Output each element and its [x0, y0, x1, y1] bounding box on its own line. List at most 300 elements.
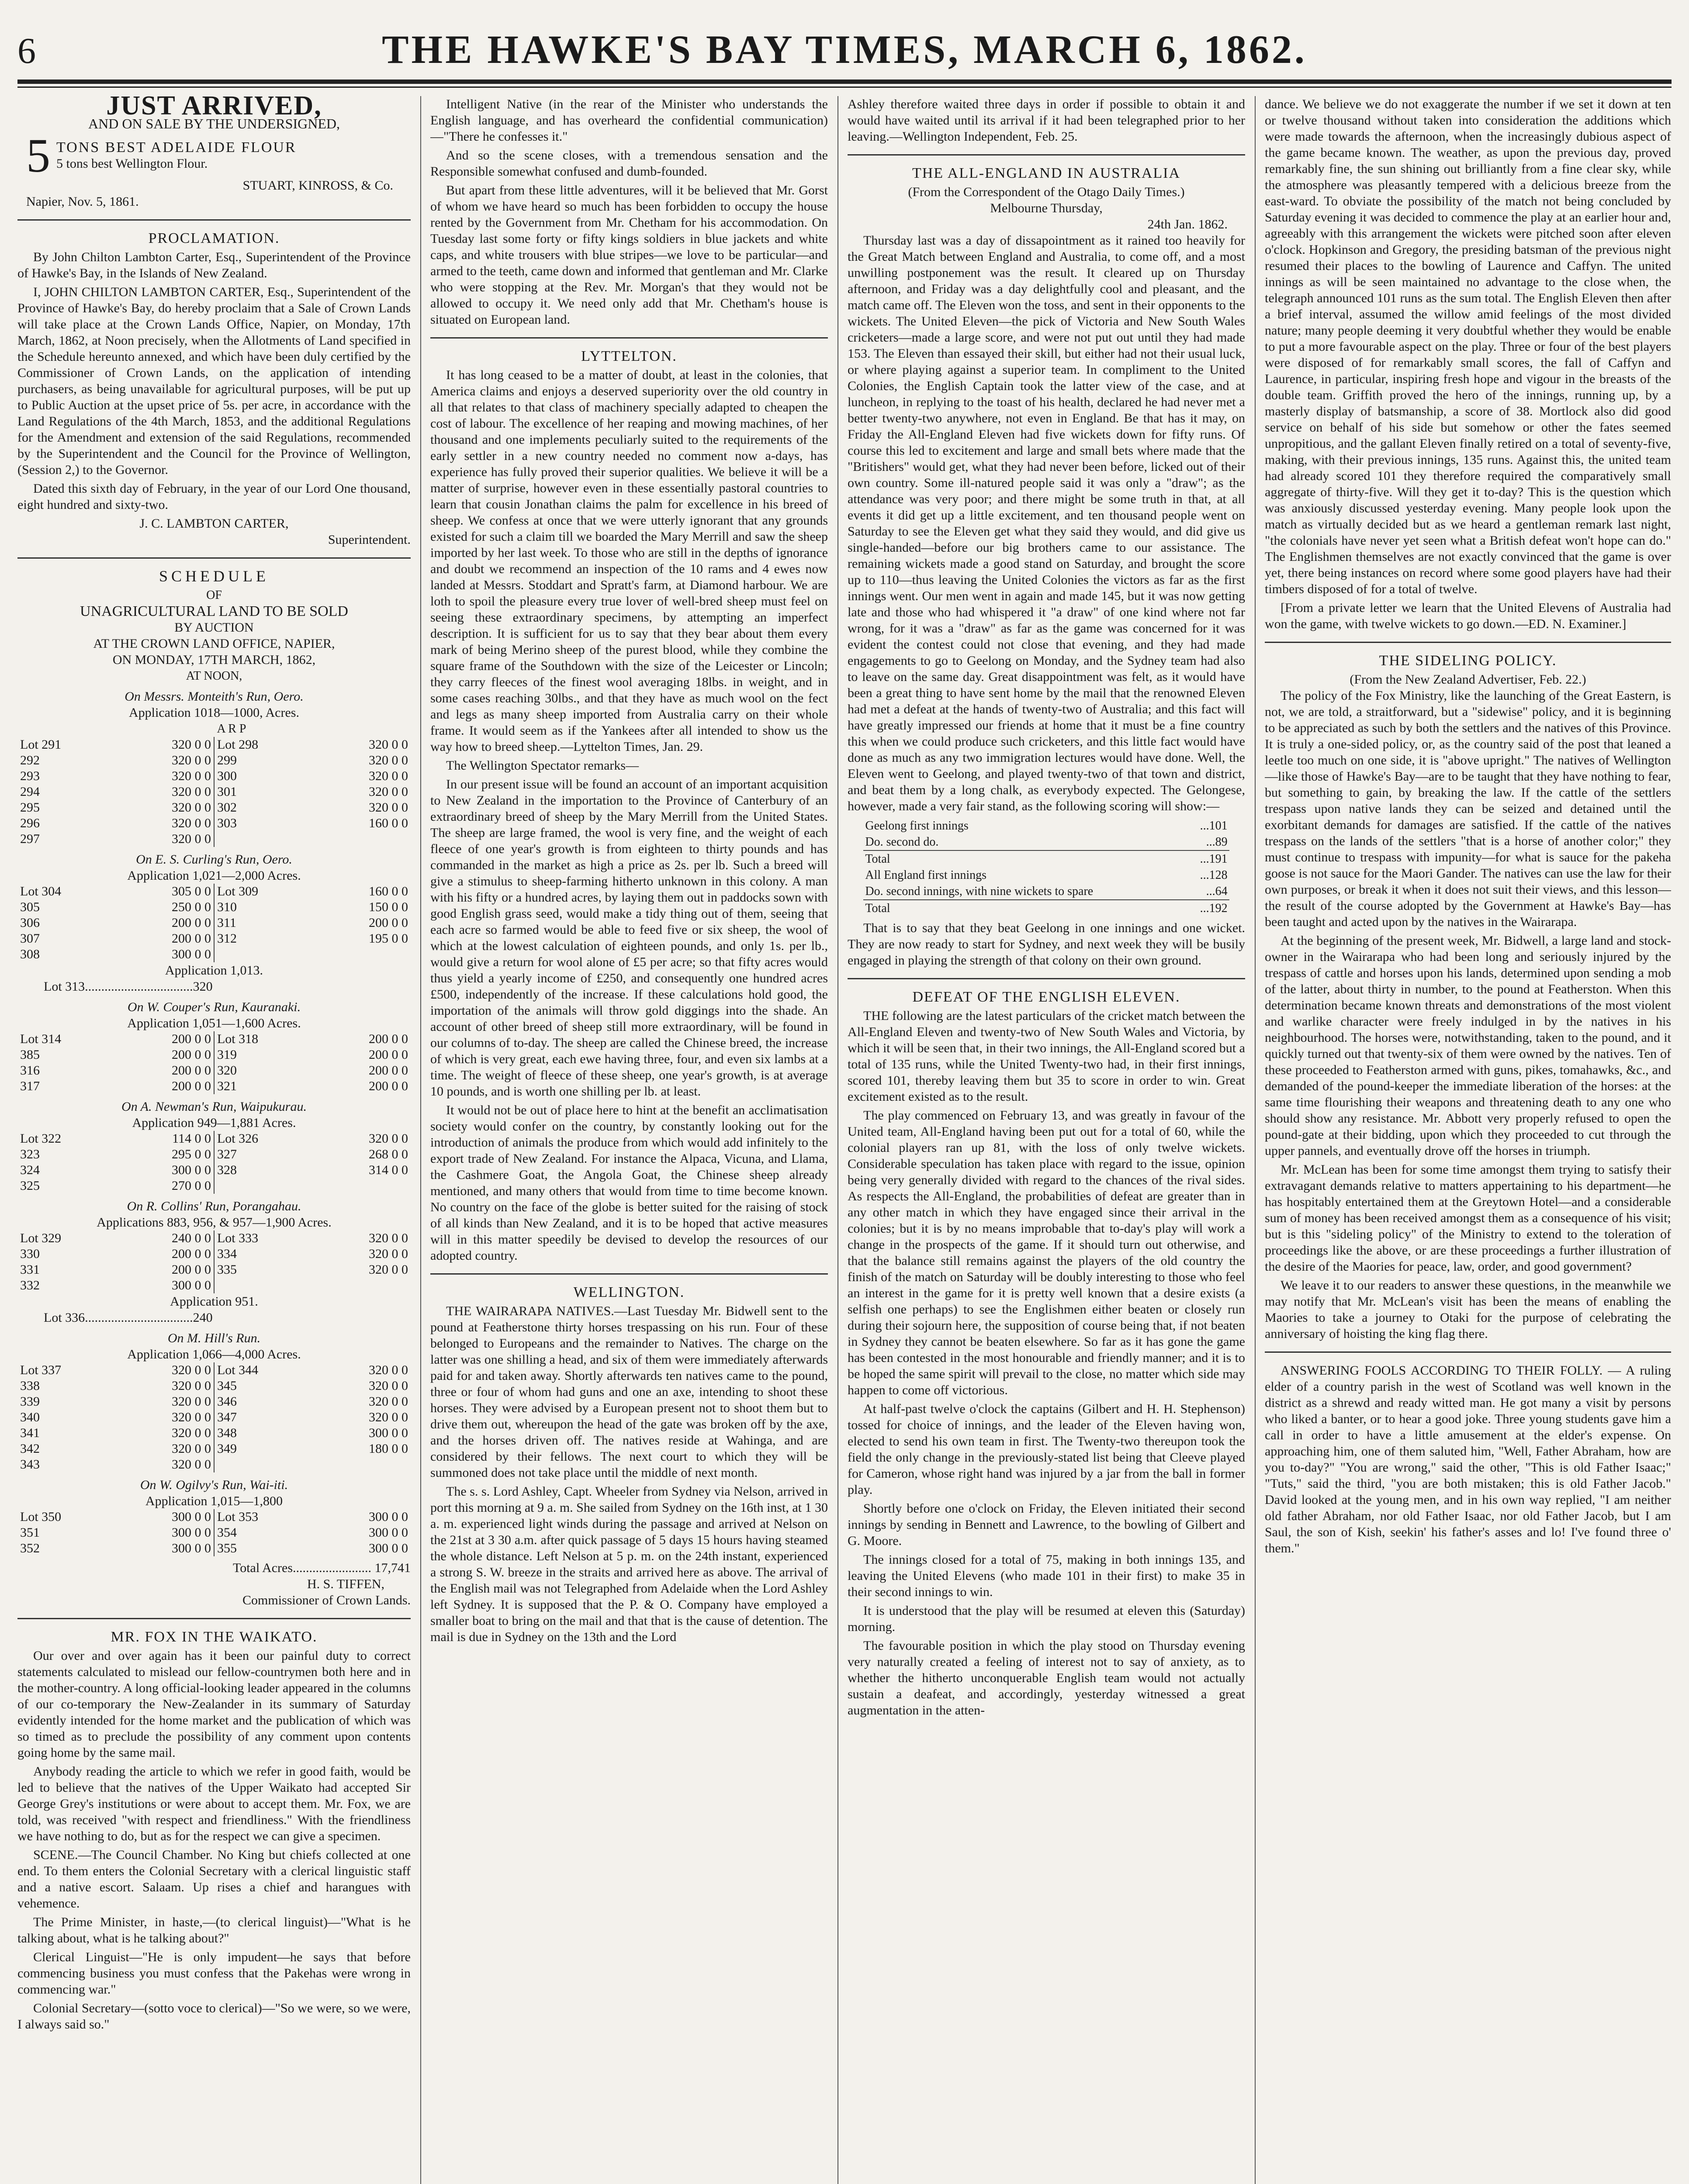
lot-row: [17, 1131, 411, 1147]
lot-acreage: 320 0 0: [171, 832, 211, 846]
lot-number: 354: [214, 1525, 315, 1541]
run-application: Applications 883, 956, & 957—1,900 Acres.: [97, 1215, 332, 1230]
lot-row: [17, 947, 411, 962]
lot-acreage: 200 0 0: [171, 1079, 211, 1093]
lot-acreage: 300 0 0: [171, 1510, 211, 1524]
article-lyttelton: [430, 348, 828, 1264]
schedule-heading: SCHEDULE: [159, 567, 269, 585]
article-answering-fools: [1265, 1362, 1671, 1556]
schedule-of: OF: [206, 588, 222, 602]
lot-number: 316: [20, 1063, 40, 1078]
run-application: Application 1,015—1,800: [145, 1494, 283, 1508]
run-name: On Messrs. Monteith's Run, Oero.: [125, 689, 304, 704]
article-fox-waikato: [17, 1629, 411, 2032]
lot-acreage: 320 0 0: [369, 753, 408, 767]
article-paragraph: The play commenced on February 13, and was greatly in favour of the United team, All-England having been put out for a total of 60, while the colonial players ran up 81, with the loss of only twelve wickets. Considerable speculation has taken place with regard to the issue, opinion being very generally divided with regard to the chances of the rival sides. As respects the All-England, the probabilities of defeat are greater than in any other match in which they have engaged since their arrival in the colonies; but it is by no means improbable that to-day's play will work a change in the prospects of the game. If it should turn out otherwise, and that the balance still remains against the players of the old country the finish of the match on Saturday will be doubly interesting to those who feel an interest in the game for it is pretty well known that a desire exists (a selfish one perhaps) to see the Englishmen either beaten or closely run during their sojourn here, the supposition of course being that, if not beaten in Sydney they cannot be beaten elsewhere. So far as it has gone the game has been contested in the most honourable and friendly manner; and it is to be hoped the same spirit will prevail to the close, no matter which side may happen to come off victorious.: [848, 1108, 1245, 1397]
article-paragraph: Shortly before one o'clock on Friday, the Eleven initiated their second innings by sending in Bennett and Lawrence, to the bowling of Gilbert and G. Moore.: [848, 1501, 1245, 1548]
article-source: (From the New Zealand Advertiser, Feb. 22.): [1350, 672, 1586, 687]
article-paragraph: It would not be out of place here to hint at the benefit an acclimatisation society would confer on the country, by constantly looking out for the introduction of animals the produce from which would add infinitely to the export trade of New Zealand. For instance the Alpaca, Vicuna, and Llama, the Cashmere Goat, the Angola Goat, the Chinese sheep already mentioned, and many others that would from time to time become known. No country on the face of the globe is better suited for the raising of stock of all kinds than New Zealand, and it is to be hoped that active measures will in this matter speedily be devised to develop the resources of our adopted country.: [430, 1103, 828, 1263]
score-value: ...89: [1206, 835, 1228, 849]
lot-row: [17, 1047, 411, 1063]
lot-row: [17, 1162, 411, 1178]
lot-acreage: 200 0 0: [369, 1079, 408, 1093]
lot-row: [17, 1378, 411, 1394]
lot-acreage: 268 0 0: [369, 1147, 408, 1161]
article-place: Melbourne Thursday,: [990, 201, 1103, 215]
lot-row: [17, 1230, 411, 1246]
lot-acreage: 320 0 0: [369, 800, 408, 815]
article-paragraph: In our present issue will be found an account of an important acquisition to New Zealand in the importation to the Province of Canterbury of an extraordinary breed of sheep by the Mary Merrill from the United States. The sheep are large framed, the wool is very fine, and the weight of each fleece of one year's growth is from eighteen to thirty pounds and has commanded in the market as high a price as 2s. per lb. Such a breed will give a stimulus to sheep-farming hitherto unknown in this colony. A man with his fifty or a hundred acres, by laying them out in paddocks sown with good English grass seed, would make a tidy thing out of them, seeing that each acre so farmed would be able to feed five or six sheep, the wool of which at the lowest calculation of eighteen pounds, and only 1s. per lb., would give a return for wool alone of £5 per acre; so that fifty acres would thus yield a yearly income of £250, and consequently one hundred acres £500, independently of the increase. If these calculations hold good, the importation of the animals will throw gold diggings into the shade. An account of other breed of sheep still more extraordinary, will be found in our columns of to-day. The sheep are called the Chinese breed, the increase of which is very great, each ewe having three, four, and even six lambs at a time. The weight of fleece of these sheep, one year's growth, is at average 10 pounds, and is worth one shilling per lb. at least.: [430, 777, 828, 1099]
score-row: [863, 867, 1229, 883]
lot-row: [17, 784, 411, 800]
article-heading: MR. FOX IN THE WAIKATO.: [111, 1629, 318, 1645]
run-application: Application 949—1,881 Acres.: [132, 1116, 296, 1130]
lots-table: [17, 884, 411, 962]
run-application: Application 1018—1000, Acres.: [129, 705, 299, 720]
lot-number: Lot 322: [20, 1131, 62, 1146]
lot-acreage: 320 0 0: [369, 737, 408, 752]
run-footer-lot: Lot 336.................................240: [44, 1310, 213, 1325]
lot-acreage: 320 0 0: [171, 737, 211, 752]
lots-table: [17, 1509, 411, 1556]
proclamation-dated: Dated this sixth day of February, in the year of our Lord One thousand, eight hundred and sixty-two.: [17, 481, 411, 512]
lot-number: Lot 314: [20, 1032, 62, 1046]
lot-number: 292: [20, 753, 40, 767]
lot-number: 328: [214, 1162, 315, 1178]
lot-acreage: [315, 831, 411, 847]
article-paragraph: The favourable position in which the play stood on Thursday evening very naturally created a feeling of interest not to say of anxiety, as to whether the hitherto unconquerable English team would not actually sustain a deafeat, and accordingly, yesterday witnessed a great augmentation in the atten-: [848, 1638, 1245, 1717]
lot-number: 310: [214, 899, 315, 915]
article-paragraph: Thursday last was a day of dissapointment as it rained too heavily for the Great Match between England and Australia, to come off, and a most unwilling postponement was the result. It cleared up on Thursday afternoon, and Friday was a day delightfully cool and pleasant, and the match came off. The Eleven won the toss, and sent in their opponents to the wickets. The United Eleven—the pick of Victoria and New South Wales cricketers—made a large score, and were not put out until they had made 153. The Eleven than essayed their skill, but either had not their usual luck, or where playing against a superior team. In compliment to the United Colonies, the English Captain took the latter view of the case, and at luncheon, in replying to the toast of his health, declared he had never met a better twenty-two anywhere, not even in England. Be that has it may, on Friday the All-England Eleven had five wickets down for fifty runs. Of course this led to excitement and large and small bets where made that the "Britishers" would get, what they had never been before, licked out of their own country. Some ill-natured people said it was only a "draw"; as the attendance was very poor; and there might be some truth in that, at all events it did get up a little excitement, and ten thousand people went on Saturday to see the Eleven get what they said they would, and did give us single-handed—before our big brothers came to our assistance. The remaining wickets made a good stand on Saturday, and brought the score up to 110—thus leaving the United Colonies the victors as far as the first innings went. Our men went in again and made 145, but it was now getting late and those who had whispered it "a draw" of one kind where not far wrong, for it was a "draw" as far as the game was concerned for it was evident the contest could not close that evening, and they had made engagements to go to Geelong on Monday, and the Sydney team had also to leave on the same day. Great disappointment was felt, as it would have been a great thing to have sent home by the mail that the renowned Eleven had met a defeat at the hands of twenty-two of Australia; and this fact will have greatly impressed our friends at home that it must be a fine country this when we could produce such cricketers, and this little fact would have done as much as any two immigration lectures would have done. Well, the Eleven went to Geelong, and played twenty-two of that town and district, and beat them by a long chalk, as everybody expected. The Gelongese, however, made a very fair stand, as the following scoring will show:—: [848, 233, 1245, 813]
lot-acreage: 320 0 0: [171, 753, 211, 767]
lot-number: Lot 304: [20, 884, 62, 898]
proclamation-body: I, JOHN CHILTON LAMBTON CARTER, Esq., Superintendent of the Province of Hawke's Bay, do hereby proclaim that a Sale of Crown Lands will take place at the Crown Lands Office, Napier, on Monday, 17th March, 1862, at Noon precisely, when the Allotments of Land specified in the Schedule hereunto annexed, and which have been duly certified by the Commissioner of Crown Lands, on the application of intending purchasers, as being unavailable for agricultural purposes, will be put up to Public Auction at the upset price of 5s. per acre, in accordance with the Land Regulations of the 4th March, 1853, and the additional Regulations for the Amendment and extension of the said Regulations, recommended by the Superintendent and the Council for the Province of Wellington, (Session 2,) to the Governor.: [17, 285, 411, 477]
lot-number: 330: [20, 1247, 40, 1261]
lot-number: Lot 318: [214, 1031, 315, 1047]
run-name: On A. Newman's Run, Waipukurau.: [121, 1099, 307, 1114]
article-paragraph: We leave it to our readers to answer these questions, in the meanwhile we may notify that Mr. McLean's visit has been the means of enabling the Maories to take a journey to Otaki for the purpose of celebrating the anniversary of hoisting the king flag there.: [1265, 1278, 1671, 1341]
lot-acreage: 300 0 0: [171, 1525, 211, 1540]
lot-number: 308: [20, 947, 40, 961]
lot-number: 349: [214, 1441, 315, 1457]
lot-acreage: 320 0 0: [171, 1363, 211, 1377]
lot-acreage: 300 0 0: [369, 1426, 408, 1440]
article-paragraph: The innings closed for a total of 75, making in both innings 135, and leaving the United Elevens (who made 101 in their first) to make 35 in their second innings to win.: [848, 1552, 1245, 1599]
lot-acreage: 200 0 0: [171, 1262, 211, 1277]
lot-acreage: 180 0 0: [369, 1441, 408, 1456]
lot-acreage: 200 0 0: [171, 1047, 211, 1062]
lot-acreage: 250 0 0: [171, 900, 211, 914]
lot-row: [17, 899, 411, 915]
lot-acreage: 200 0 0: [171, 1247, 211, 1261]
schedule-signer: H. S. TIFFEN,: [307, 1577, 384, 1591]
lot-acreage: 320 0 0: [171, 816, 211, 830]
run-application: Application 1,066—4,000 Acres.: [127, 1347, 301, 1362]
lot-number: 346: [214, 1394, 315, 1410]
lot-number: Lot 344: [214, 1362, 315, 1378]
lot-acreage: 200 0 0: [171, 916, 211, 930]
lot-number: [214, 1178, 315, 1194]
run-footer: Application 1,013.: [165, 963, 263, 978]
lot-acreage: 300 0 0: [171, 947, 211, 961]
lot-number: 319: [214, 1047, 315, 1063]
article-paragraph: That is to say that they beat Geelong in one innings and one wicket. They are now ready to start for Sydney, and next week they will be busily engaged in playing the strength of that colony on their own ground.: [848, 921, 1245, 968]
lot-acreage: 320 0 0: [171, 1441, 211, 1456]
lot-number: 317: [20, 1079, 40, 1093]
lot-number: 348: [214, 1425, 315, 1441]
score-value: ...192: [1187, 900, 1229, 916]
article-heading: THE ALL-ENGLAND IN AUSTRALIA: [912, 165, 1181, 181]
schedule-total: Total Acres........................ 17,741: [232, 1561, 411, 1575]
article-paragraph: THE WAIRARAPA NATIVES.—Last Tuesday Mr. Bidwell sent to the pound at Featherstone thirty horses trespassing on his run. Four of these belonged to Europeans and the remainder to Natives. The charge on the latter was one shilling a head, and six of them were immediately afterwards paid for and taken away. Shortly afterwards ten natives came to the pound, three or four of whom had guns and one an axe, intending to shoot these horses. They were advised by a European present not to shoot them but to drive them out, whereupon the head of the gate was broken off by the axe, and the horses driven off. The natives reside at Wahinga, and are considered by their fellows. The next court to which they will be summoned does not take place until the middle of next month.: [430, 1304, 828, 1480]
run-name: On W. Ogilvy's Run, Wai-iti.: [140, 1478, 288, 1492]
lot-number: 303: [214, 816, 315, 831]
lot-number: 306: [20, 916, 40, 930]
proclamation: [17, 230, 411, 548]
schedule-runs: [17, 688, 411, 1556]
lot-acreage: [315, 1278, 411, 1293]
lot-number: 340: [20, 1410, 40, 1424]
lot-row: [17, 737, 411, 753]
lot-row: [17, 816, 411, 831]
lot-row: [17, 1063, 411, 1078]
article-paragraph: Clerical Linguist—"He is only impudent—he says that before commencing business you must confess that the Pakehas were wrong in commencing war.": [17, 1950, 411, 1997]
article-paragraph: The Prime Minister, in haste,—(to clerical linguist)—"What is he talking about, what is he talking about?": [17, 1915, 411, 1946]
lot-acreage: 305 0 0: [171, 884, 211, 898]
lot-row: [17, 1410, 411, 1425]
lot-acreage: 160 0 0: [369, 816, 408, 830]
ad-date: Napier, Nov. 5, 1861.: [26, 194, 139, 209]
lot-acreage: 200 0 0: [171, 1032, 211, 1046]
lot-acreage: 114 0 0: [172, 1131, 211, 1146]
lot-acreage: 320 0 0: [369, 784, 408, 799]
lots-table: [17, 1031, 411, 1094]
article-paragraph: — A ruling elder of a country parish in the west of Scotland was well known in the district as a shrewd and ready witted man. He got many a visit by persons who liked a banter, or to hear a good joke. Three young students gave him a call in order to have a little amusement at the elder's expense. On approaching him, one of them saluted him, "Well, Father Abraham, how are you to-day?" "You are wrong," said the other, "This is old Father Isaac;" "Tuts," said the third, "you are both mistaken; this is old Father Jacob." David looked at the young men, and in his own way replied, "I am neither old father Abraham, nor old Father Isaac, nor old Father Jacob, but I am Saul, the son of Kish, seekin' his father's asses and lo! I've found three o' them.": [1265, 1363, 1671, 1555]
separator: [848, 154, 1245, 156]
lot-number: 334: [214, 1246, 315, 1262]
lot-row: [17, 753, 411, 768]
ad-line-2: TONS BEST ADELAIDE FLOUR: [56, 139, 297, 156]
article-heading: ANSWERING FOOLS ACCORDING TO THEIR FOLLY.: [1281, 1363, 1603, 1378]
lot-acreage: 200 0 0: [369, 1063, 408, 1078]
lot-row: [17, 915, 411, 931]
separator: [17, 219, 411, 221]
score-label: All England first innings: [865, 868, 987, 882]
lot-number: 341: [20, 1426, 40, 1440]
lot-acreage: 320 0 0: [369, 1410, 408, 1424]
lot-acreage: 270 0 0: [171, 1178, 211, 1193]
article-paragraph: And so the scene closes, with a tremendous sensation and the Responsible somewhat confused and dumb-founded.: [430, 148, 828, 179]
lot-number: 342: [20, 1441, 40, 1456]
lot-number: Lot 298: [214, 737, 315, 753]
lot-number: [214, 947, 315, 962]
article-paragraph: Our over and over again has it been our painful duty to correct statements calculated to mislead our fellow-countrymen both here and in the mother-country. A long official-looking leader appeared in the columns of our co-temporary the New-Zealander in its summary of Saturday evidently intended for the home market and the publication of which was so timed as to preclude the possibility of any comment upon contents going home by the same mail.: [17, 1648, 411, 1760]
run-name: On M. Hill's Run.: [167, 1331, 261, 1345]
cricket-score-table: [863, 818, 1229, 916]
article-paragraph: It is understood that the play will be resumed at eleven this (Saturday) morning.: [848, 1603, 1245, 1634]
lot-number: Lot 337: [20, 1363, 62, 1377]
article-paragraph: dance. We believe we do not exaggerate the number if we set it down at ten or twelve thousand without taken into consideration the additions which were made towards the afternoon, when the increasingly dubious aspect of the game became known. The weather, as upon the previous day, proved remarkably fine, the sun shining out brilliantly from a fine clear sky, while the atmosphere was pleasantly tempered with a delicious breeze from the east-ward. To obviate the possibility of the match not being concluded by Saturday evening it was decided to commence the play at an earlier hour and, agreeably with this arrangement the wickets were pitched soon after eleven o'clock. Hopkinson and Gregory, the presiding batsman of the previous night resumed their places to the bowling of Laurence and Caffyn. The united innings as will be seen maintained no advantage to the close when, the telegraph announced 101 runs as the sum total. The English Eleven then after a brief interval, assumed the willow amid feelings of the most divided nature; many people deeming it very doubtful whether they would be enable to put a more favourable aspect on the play. Three or four of the best players were disposed of for remarkably small scores, the fall of Caffyn and Laurence, in particular, inspiring fresh hope and vigour in the breasts of the double team. Griffith proved the hero of the innings, running up, by a masterly display of batsmanship, a score of 38. Mortlock also did good service on behalf of his side but somehow or other the fates seemed unpropitious, and the gallant Eleven finally retired on a total of seventy-five, making, with their previous innings, 135 runs. Against this, the united team had already scored 101 they therefore required the comparatively small aggregate of thirty-five. Will they get it to-day? This is the question which was anxiously discussed yesterday evening. Many people look upon the match as virtually decided but as we heard a gentleman remark last night, "the colonials have never yet seen what a British defeat won't hope can do." The Englishmen themselves are not exactly convinced that the game is over yet, there being instances on record where some good players have had their timbers disposed of for a total of twelve.: [1265, 97, 1671, 596]
lot-acreage: 320 0 0: [369, 1131, 408, 1146]
lot-acreage: 200 0 0: [171, 1063, 211, 1078]
lots-table: [17, 1362, 411, 1472]
lot-number: 343: [20, 1457, 40, 1472]
column-divider: [1255, 96, 1256, 2184]
schedule-signer-title: Commissioner of Crown Lands.: [242, 1593, 411, 1607]
article-paragraph: Colonial Secretary—(sotto voce to clerical)—"So we were, so we were, I always said so.": [17, 2001, 411, 2032]
lot-number: [214, 1457, 315, 1472]
article-paragraph: But apart from these little adventures, will it be believed that Mr. Gorst of whom we have heard so much has been forbidden to occupy the house rented by the Government from Mr. Chetham for his accommodation. On Tuesday last some forty or fifty kings soldiers in blue jackets and white caps, and white trousers with blue stripes—we love to be particular—and armed to the teeth, came down and informed that gentleman and Mr. Clarke who were stopping at the Rev. Mr. Morgan's that they would not be allowed to occupy it. We need only add that Mr. Chetham's house is situated on European land.: [430, 183, 828, 327]
masthead-rule-thin: [17, 86, 1672, 88]
column-2: [430, 96, 828, 2184]
article-paragraph: It has long ceased to be a matter of doubt, at least in the colonies, that America claims and enjoys a deserved superiority over the old country in all that relates to that class of machinery specially adapted to cheapen the cost of labour. The excellence of her reaping and mowing machines, of her thousand and one implements peculiarly suited to the requirements of the early settler in a new country needed no comment now a-days, has experience has fully proved their superior qualities. We believe it will be a matter of surprise, however even in these essentially pastoral countries to learn that cousin Jonathan claims the palm for excellence in his breed of sheep. We confess at once that we were utterly ignorant that any grounds existed for such a claim till we boarded the Mary Merrill and saw the sheep imported by her last week. To those who are still in the depths of ignorance and doubt we recommend an inspection of the 10 rams and 4 ewes now landed at Messrs. Stoddart and Spratt's farm, at Diamond harbour. We are loth to spoil the pleasure every true lover of well-bred sheep must feel on seeing these extraordinary specimens, by attempting an imperfect description. It is sufficient for us to say that they bear about them every mark of being Merino sheep of the purest blood, while they combine the square frame of the Southdown with the size of the Leicester or Lincoln; they carry fleeces of the finest wool averaging 18lbs. in weight, and in some cases reaching 30lbs., and that they have as much wool on the fect and legs as many sheep imported from Australia carry on their whole frame. It would seem as if the Yankees after all intended to show us the way how to breed sheep.—Lyttelton Times, Jan. 29.: [430, 368, 828, 754]
separator: [430, 337, 828, 339]
lot-row: [17, 884, 411, 899]
ad-big-numeral: 5: [26, 129, 50, 182]
lot-row: [17, 1031, 411, 1047]
run-footer-lot: Lot 313.................................320: [44, 979, 213, 994]
page-number: 6: [17, 31, 36, 71]
lot-number: 335: [214, 1262, 315, 1278]
separator: [430, 1273, 828, 1275]
column-1: [17, 96, 411, 2184]
article-paragraph: SCENE.—The Council Chamber. No King but chiefs collected at one end. To them enters the Colonial Secretary with a clerical linguistic staff and a native escort. Salaam. Up rises a chief and harangues with vehemence.: [17, 1848, 411, 1911]
article-paragraph: Mr. McLean has been for some time amongst them trying to satisfy their extravagant demands relative to matters appertaining to his department—he has hospitably entertained them at the Greytown Hotel—and a considerable sum of money has been received amongst them as a consequence of his visit; but is this "sideling policy" of the Ministry to extend to the toleration of proceedings like the above, or are these proceedings a further illustration of the desire of the Maories for peace, law, order, and good government?: [1265, 1162, 1671, 1274]
lot-acreage: [315, 947, 411, 962]
lot-row: [17, 1425, 411, 1441]
lot-number: 307: [20, 931, 40, 946]
newspaper-title: THE HAWKE'S BAY TIMES, MARCH 6, 1862.: [382, 27, 1307, 72]
article-paragraph: Intelligent Native (in the rear of the Minister who understands the English language, and has overheard the confidential communication)—"There he confesses it.": [430, 97, 828, 144]
lot-number: [214, 1278, 315, 1293]
score-label: Do. second innings, with nine wickets to spare: [865, 885, 1094, 898]
lot-acreage: [315, 1457, 411, 1472]
editor-note: [From a private letter we learn that the United Elevens of Australia had won the game, with twelve wickets to go down.—ED. N. Examiner.]: [1265, 601, 1671, 631]
lot-number: 339: [20, 1394, 40, 1409]
lots-table: [17, 737, 411, 847]
lot-number: Lot 329: [20, 1231, 62, 1245]
lot-number: Lot 326: [214, 1131, 315, 1147]
lot-number: 299: [214, 753, 315, 768]
lot-number: Lot 309: [214, 884, 315, 899]
lot-acreage: 314 0 0: [369, 1163, 408, 1177]
lot-number: 352: [20, 1541, 40, 1555]
proclamation-signer: J. C. LAMBTON CARTER,: [139, 516, 289, 531]
schedule-time: AT NOON,: [186, 669, 242, 683]
lot-number: Lot 291: [20, 737, 62, 752]
lot-acreage: 195 0 0: [369, 931, 408, 946]
lot-row: [17, 931, 411, 947]
ad-line-1: AND ON SALE BY THE UNDERSIGNED,: [88, 116, 340, 131]
lot-number: Lot 353: [214, 1509, 315, 1525]
lot-number: 351: [20, 1525, 40, 1540]
article-heading: THE SIDELING POLICY.: [1379, 653, 1557, 669]
lot-number: 300: [214, 768, 315, 784]
lot-number: 327: [214, 1147, 315, 1162]
score-row: [863, 883, 1229, 900]
proclamation-intro: By John Chilton Lambton Carter, Esq., Superintendent of the Province of Hawke's Bay, in the Islands of New Zealand.: [17, 250, 411, 280]
lot-acreage: 320 0 0: [171, 800, 211, 815]
lot-row: [17, 1246, 411, 1262]
article-all-england: [848, 165, 1245, 968]
lot-acreage: 320 0 0: [369, 1379, 408, 1393]
lot-number: 297: [20, 832, 40, 846]
lot-acreage: 300 0 0: [171, 1278, 211, 1292]
lot-row: [17, 1147, 411, 1162]
lot-acreage: 200 0 0: [369, 1047, 408, 1062]
score-value: ...64: [1206, 885, 1228, 898]
lot-row: [17, 1362, 411, 1378]
score-row: [863, 900, 1229, 916]
lot-acreage: 320 0 0: [369, 1231, 408, 1245]
run-application: Application 1,021—2,000 Acres.: [127, 868, 301, 883]
lot-row: [17, 1441, 411, 1457]
lot-acreage: 320 0 0: [171, 1379, 211, 1393]
lot-number: [214, 831, 315, 847]
separator: [848, 978, 1245, 979]
lot-number: 338: [20, 1379, 40, 1393]
ad-heading: JUST ARRIVED,: [106, 96, 322, 121]
masthead: [17, 26, 1672, 79]
proclamation-signer-title: Superintendent.: [328, 532, 411, 547]
flour-advertisement: [17, 98, 411, 210]
lot-number: 345: [214, 1378, 315, 1394]
schedule-title: UNAGRICULTURAL LAND TO BE SOLD: [80, 603, 348, 619]
lot-acreage: 320 0 0: [369, 1363, 408, 1377]
lot-acreage: 320 0 0: [369, 1394, 408, 1409]
lot-row: [17, 1509, 411, 1525]
score-value: ...101: [1200, 819, 1228, 833]
lot-acreage: 300 0 0: [171, 1163, 211, 1177]
acres-roods-perches-header: A R P: [217, 722, 246, 736]
run-footer: Application 951.: [170, 1294, 258, 1309]
separator: [17, 557, 411, 559]
article-source: (From the Correspondent of the Otago Daily Times.): [908, 185, 1185, 199]
score-value: ...128: [1200, 868, 1228, 882]
article-heading: LYTTELTON.: [581, 348, 677, 364]
lot-row: [17, 800, 411, 816]
separator: [17, 1618, 411, 1619]
lot-number: 296: [20, 816, 40, 830]
article-defeat-english-eleven: [848, 989, 1245, 1718]
score-label: Geelong first innings: [865, 819, 969, 833]
article-heading: DEFEAT OF THE ENGLISH ELEVEN.: [912, 989, 1180, 1005]
score-row: [863, 834, 1229, 850]
article-paragraph: The policy of the Fox Ministry, like the launching of the Great Eastern, is not, we are told, a straitforward, but a "sidewise" policy, and it is beginning to be appreciated as such by both the settlers and the natives of this Province. It is truly a one-sided policy, or, as the country said of the post that leaned a leetle too much on one side, it is "above upright." The natives of Wellington—like those of Hawke's Bay—are to be taught that they have nothing to fear, but something to gain, by breaking the law. If the cattle of the settlers trespass upon native lands they can be seized and detained until the exorbitant demands for damages are satisfied. If the cattle of the natives trespass on the lands of the settlers "that is a horse of another color;" they must continue to trespass with impunity—for what is sauce for the pakeha goose is not sauce for the Maori Gander. The natives can use the law for their own purposes, or break it when it does not suit their views, and this lesson—the result of the course adopted by the Government at Hawke's Bay—has been taught and acted upon by the natives in the Wairarapa.: [1265, 688, 1671, 929]
lot-number: 324: [20, 1163, 40, 1177]
lot-acreage: 320 0 0: [171, 769, 211, 783]
article-paragraph: At half-past twelve o'clock the captains (Gilbert and H. H. Stephenson) tossed for choice of innings, and the leader of the Eleven having won, elected to send his own team in first. The Twenty-two thereupon took the field the only change in the previously-stated list being that Cleeve played for Cameron, whose right hand was injured by a jar from the ball in former play.: [848, 1402, 1245, 1497]
lot-row: [17, 831, 411, 847]
article-paragraph: At the beginning of the present week, Mr. Bidwell, a large land and stock-owner in the Wairarapa who had been long and seriously injured by the trespass of cattle and horses upon his lands, determined upon sending a mob of the latter, about thirty in number, to the pound at Featherston. When this determination became known threats and demonstrations of the most violent and warlike character were freely indulged in by the natives in his neighbourhood. The horses were, notwithstanding, taken to the pound, and it quickly turned out that twenty-six of them were owned by the natives. Ten of these proceeded to Featherston armed with guns, pikes, tomahawks, &c., and demanded of the pound-keeper the immediate liberation of the horses: at the same time flourishing their weapons and threatening death to any one who should show any resistance. Mr. Abbott very properly refused to open the pound-gate at their bidding, upon which they proceeded to cut through the upper pannels, and eventually drove off the horses in triumph.: [1265, 933, 1671, 1158]
article-paragraph: The Wellington Spectator remarks—: [446, 758, 639, 773]
lot-number: 355: [214, 1541, 315, 1556]
lot-acreage: 200 0 0: [369, 916, 408, 930]
article-sideling-policy: [1265, 653, 1671, 1342]
lot-row: [17, 1178, 411, 1194]
lot-acreage: 300 0 0: [171, 1541, 211, 1555]
column-divider: [420, 96, 421, 2184]
schedule-where: AT THE CROWN LAND OFFICE, NAPIER,: [93, 636, 335, 651]
lot-acreage: 160 0 0: [369, 884, 408, 898]
score-label: Total: [863, 900, 1186, 916]
lot-acreage: [315, 1178, 411, 1194]
lot-acreage: 300 0 0: [369, 1541, 408, 1555]
lot-number: 325: [20, 1178, 40, 1193]
lot-number: 294: [20, 784, 40, 799]
lot-number: 312: [214, 931, 315, 947]
lot-number: 311: [214, 915, 315, 931]
lot-number: 385: [20, 1047, 40, 1062]
column-3: [848, 96, 1245, 2184]
lots-table: [17, 1230, 411, 1293]
lot-number: 321: [214, 1078, 315, 1094]
run-name: On W. Couper's Run, Kauranaki.: [127, 1000, 301, 1014]
lot-acreage: 320 0 0: [369, 1247, 408, 1261]
article-heading: WELLINGTON.: [573, 1284, 685, 1300]
score-value: ...191: [1187, 850, 1229, 867]
masthead-rule-thick: [17, 79, 1672, 84]
lot-acreage: 300 0 0: [369, 1510, 408, 1524]
lot-row: [17, 1078, 411, 1094]
lot-acreage: 150 0 0: [369, 900, 408, 914]
lot-row: [17, 1394, 411, 1410]
lot-row: [17, 1457, 411, 1472]
lot-number: 331: [20, 1262, 40, 1277]
lot-row: [17, 1541, 411, 1556]
run-application: Application 1,051—1,600 Acres.: [127, 1016, 301, 1030]
lot-acreage: 320 0 0: [171, 1410, 211, 1424]
land-schedule: [17, 568, 411, 1608]
article-paragraph: Ashley therefore waited three days in order if possible to obtain it and would have waited until its arrival if it had been telegraphed prior to her leaving.—Wellington Independent, Feb. 25.: [848, 97, 1245, 144]
lot-number: 302: [214, 800, 315, 816]
separator: [1265, 642, 1671, 643]
lots-table: [17, 1131, 411, 1194]
lot-acreage: 200 0 0: [369, 1032, 408, 1046]
lot-acreage: 320 0 0: [171, 1457, 211, 1472]
lot-number: 293: [20, 769, 40, 783]
separator: [1265, 1351, 1671, 1353]
lot-acreage: 200 0 0: [171, 931, 211, 946]
score-row: [863, 850, 1229, 867]
lot-acreage: 320 0 0: [171, 1426, 211, 1440]
run-name: On R. Collins' Run, Porangahau.: [127, 1199, 301, 1213]
lot-row: [17, 768, 411, 784]
lot-acreage: 320 0 0: [171, 1394, 211, 1409]
article-paragraph: THE following are the latest particulars of the cricket match between the All-England Eleven and twenty-two of New South Wales and Victoria, by which it will be seen that, in their two innings, the All-England scored but a total of 135 runs, while the United Twenty-two had, in their first innings, scored 101, thereby leaving them but 35 to score in order to win. Great excitement existed as to the result.: [848, 1009, 1245, 1104]
lot-number: 295: [20, 800, 40, 815]
run-name: On E. S. Curling's Run, Oero.: [136, 852, 292, 867]
lot-acreage: 295 0 0: [171, 1147, 211, 1161]
schedule-when: ON MONDAY, 17TH MARCH, 1862,: [112, 653, 316, 667]
lot-number: 332: [20, 1278, 40, 1292]
lot-row: [17, 1278, 411, 1293]
lot-number: 347: [214, 1410, 315, 1425]
lot-number: 305: [20, 900, 40, 914]
lot-acreage: 320 0 0: [369, 1262, 408, 1277]
schedule-by: BY AUCTION: [174, 620, 254, 635]
lot-acreage: 320 0 0: [369, 769, 408, 783]
lot-number: Lot 350: [20, 1510, 62, 1524]
lot-acreage: 320 0 0: [171, 784, 211, 799]
lot-row: [17, 1525, 411, 1541]
lot-number: 323: [20, 1147, 40, 1161]
lot-number: 301: [214, 784, 315, 800]
lot-number: 320: [214, 1063, 315, 1078]
lot-acreage: 240 0 0: [171, 1231, 211, 1245]
lot-number: Lot 333: [214, 1230, 315, 1246]
column-4: [1265, 96, 1671, 2184]
